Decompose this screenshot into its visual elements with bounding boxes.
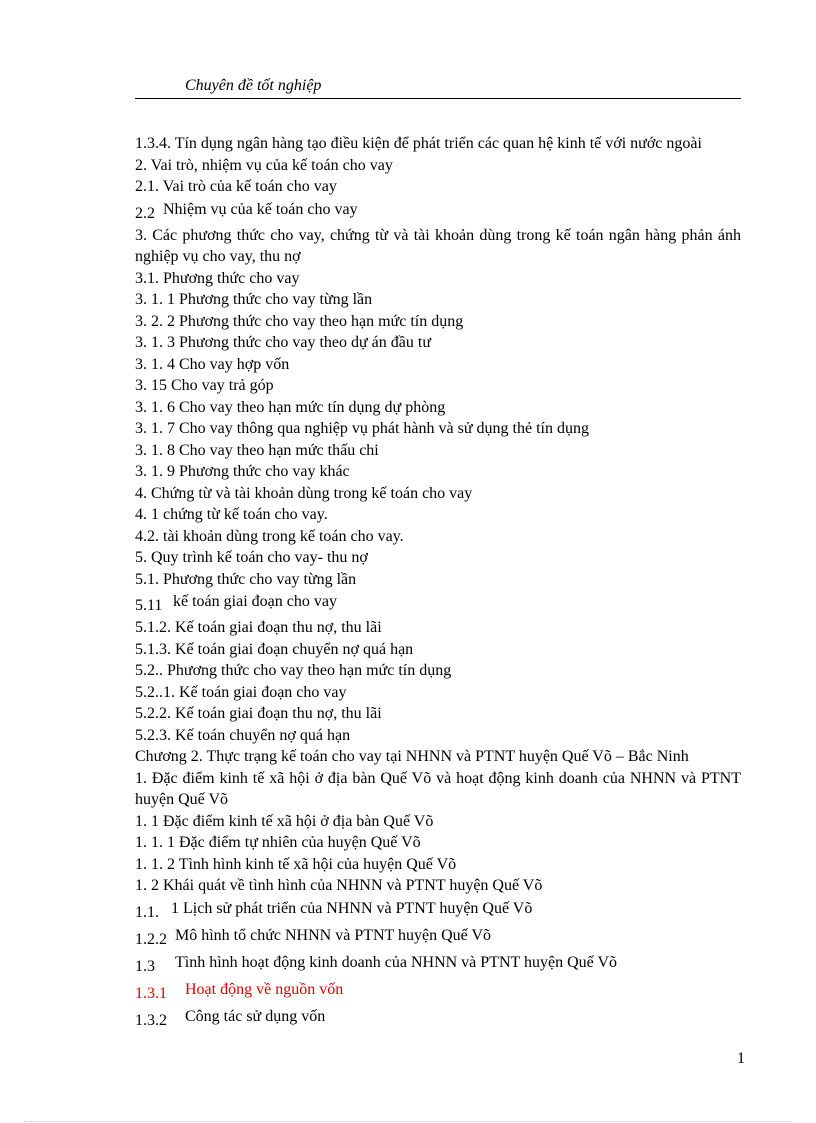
toc-entry-text: kế toán giai đoạn cho vay <box>173 593 337 610</box>
toc-entry: 5.2..1. Kế toán giai đoạn cho vay <box>135 683 347 701</box>
toc-entry-number: 2.2 <box>135 204 155 222</box>
toc-entry: 3. 1. 6 Cho vay theo hạn mức tín dụng dự phòng <box>135 398 446 416</box>
toc-entry-number: 5.11 <box>135 597 163 614</box>
toc-entry <box>135 951 741 978</box>
toc-entry: 5.2.. Phương thức cho vay theo hạn mức tín dụng <box>135 662 452 679</box>
toc-entry: 1. Đặc điểm kinh tế xã hội ở địa bàn Quế Võ và hoạt động kinh doanh của NHNN và PTNT huyện Quế Võ <box>135 769 741 808</box>
toc-entry: 1. 2 Khái quát về tình hình của NHNN và PTNT huyện Quế Võ <box>135 877 543 894</box>
toc-entry: 3. 2. 2 Phương thức cho vay theo hạn mức tín dụng <box>135 312 464 330</box>
toc-entry <box>135 198 741 225</box>
toc-entry-number: 1.3.2 <box>135 1011 167 1029</box>
toc-entry <box>135 924 741 951</box>
toc-entry-text: Hoạt động về nguồn vốn <box>185 980 344 998</box>
toc-entry: 3. 1. 4 Cho vay hợp vốn <box>135 355 290 373</box>
toc-entry: 5.1. Phương thức cho vay từng lần <box>135 570 357 588</box>
toc-entry: 3. 1. 9 Phương thức cho vay khác <box>135 463 350 480</box>
toc-entry-number: 1.3 <box>135 957 155 975</box>
toc-entry: 5.2.3. Kế toán chuyển nợ quá hạn <box>135 726 351 744</box>
toc-entry-text: Mô hình tổ chức NHNN và PTNT huyện Quế Võ <box>175 926 492 944</box>
toc-entry-number: 1.2.2 <box>135 930 167 948</box>
page-bottom-divider <box>24 1121 792 1122</box>
toc-entry <box>135 590 741 617</box>
toc-entry: 4.2. tài khoản dùng trong kế toán cho vay. <box>135 527 404 545</box>
toc-entry: 5.1.2. Kế toán giai đoạn thu nợ, thu lãi <box>135 619 382 636</box>
toc-entry: 3. Các phương thức cho vay, chứng từ và tài khoản dùng trong kế toán ngân hàng phản ánh nghiệp vụ cho vay, thu nợ <box>135 226 741 265</box>
toc-entry: Chương 2. Thực trạng kế toán cho vay tại NHNN và PTNT huyện Quế Võ – Bắc Ninh <box>135 748 689 765</box>
toc-entry-text: Tình hình hoạt động kinh doanh của NHNN và PTNT huyện Quế Võ <box>175 953 618 971</box>
toc-entry-number: 1.1. <box>135 903 159 921</box>
table-of-contents <box>135 133 741 1032</box>
toc-entry-text: Nhiệm vụ của kế toán cho vay <box>163 200 358 218</box>
toc-entry <box>135 897 741 924</box>
toc-entry-number: 1.3.1 <box>135 984 167 1002</box>
toc-entry: 1. 1 Đặc điểm kinh tế xã hội ở địa bàn Quế Võ <box>135 812 434 830</box>
toc-entry: 3. 1. 8 Cho vay theo hạn mức thấu chi <box>135 441 379 459</box>
toc-entry: 5. Quy trình kế toán cho vay- thu nợ <box>135 549 368 566</box>
toc-entry-highlighted <box>135 978 741 1005</box>
toc-entry: 3. 1. 1 Phương thức cho vay từng lần <box>135 291 373 308</box>
toc-entry <box>135 1005 741 1032</box>
toc-entry: 4. Chứng từ và tài khoản dùng trong kế toán cho vay <box>135 484 473 502</box>
toc-entry: 3. 15 Cho vay trả góp <box>135 377 274 394</box>
toc-entry: 1. 1. 2 Tình hình kinh tế xã hội của huyện Quế Võ <box>135 855 457 873</box>
toc-entry: 3.1. Phương thức cho vay <box>135 269 300 287</box>
toc-entry: 5.2.2. Kế toán giai đoạn thu nợ, thu lãi <box>135 705 382 722</box>
toc-entry: 5.1.3. Kế toán giai đoạn chuyển nợ quá hạn <box>135 640 414 658</box>
toc-entry: 3. 1. 3 Phương thức cho vay theo dự án đầu tư <box>135 334 431 351</box>
header-title: Chuyên đề tốt nghiệp <box>185 77 322 94</box>
toc-entry: 1.3.4. Tín dụng ngân hàng tạo điều kiện để phát triển các quan hệ kinh tế với nước ngoài <box>135 135 702 152</box>
toc-entry: 2.1. Vai trò của kế toán cho vay <box>135 178 337 195</box>
toc-entry-text: 1 Lịch sử phát triển của NHNN và PTNT huyện Quế Võ <box>171 899 533 917</box>
toc-entry: 1. 1. 1 Đặc điểm tự nhiên của huyện Quế Võ <box>135 834 421 851</box>
toc-entry: 2. Vai trò, nhiệm vụ của kế toán cho vay <box>135 156 393 174</box>
page-header <box>135 76 741 99</box>
page-number: 1 <box>737 1050 745 1067</box>
toc-entry: 4. 1 chứng từ kế toán cho vay. <box>135 506 328 523</box>
toc-entry: 3. 1. 7 Cho vay thông qua nghiệp vụ phát hành và sử dụng thẻ tín dụng <box>135 420 589 437</box>
toc-entry-text: Công tác sử dụng vốn <box>185 1007 326 1025</box>
